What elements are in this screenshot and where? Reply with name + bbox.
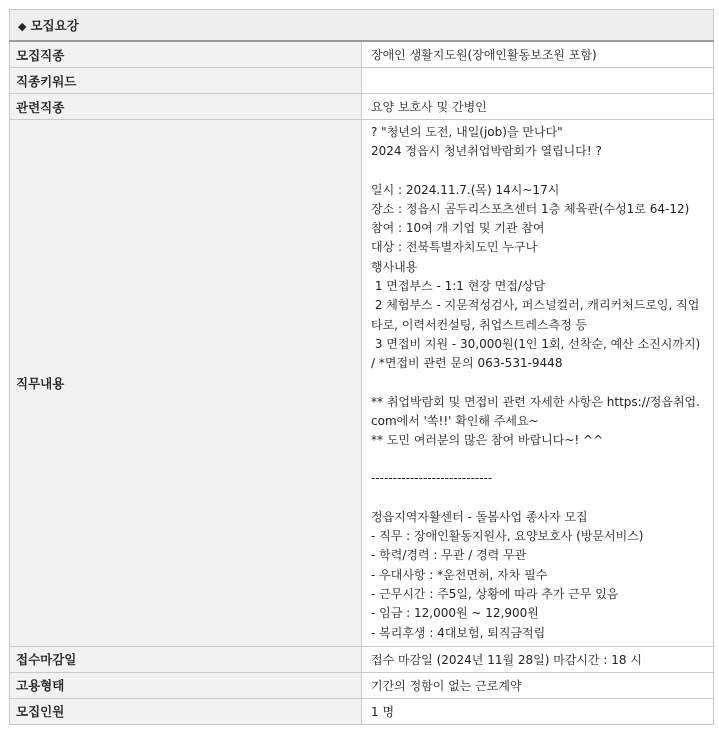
diamond-bullet-icon: ◆ xyxy=(18,20,27,33)
duty-line: 3 면접비 지원 - 30,000원(1인 1회, 선착순, 예산 소진시까지) / *면접비 관련 문의 063-531-9448 xyxy=(371,336,705,371)
duty-line: 대상 : 전북특별자치도민 누구나 xyxy=(371,240,538,255)
duty-line xyxy=(371,162,703,181)
duty-line: ---------------------------- xyxy=(371,471,493,486)
duty-line: 장소 : 정읍시 곰두리스포츠센터 1층 체육관(수성1로 64-12) xyxy=(371,201,690,216)
duty-line: ** 취업박람회 및 면접비 관련 자세한 사항은 https://정읍취업.com에서 '쏙!!' 확인해 주세요~ xyxy=(371,394,700,428)
duty-line: - 직무 : 장애인활동지원사, 요양보호사 (방문서비스) xyxy=(371,529,644,544)
row-deadline xyxy=(10,646,714,672)
duty-line: - 복리후생 : 4대보험, 퇴직금적립 xyxy=(371,625,546,640)
row-employment xyxy=(10,672,714,698)
duty-line: 2024 정읍시 청년취업박람회가 열립니다! ? xyxy=(371,144,602,159)
duty-line: - 학력/경력 : 무관 / 경력 무관 xyxy=(371,548,527,563)
recruitment-table xyxy=(9,9,714,725)
duty-description xyxy=(362,120,714,647)
label-deadline: 접수마감일 xyxy=(10,646,362,672)
duty-line: ** 도민 여러분의 많은 참여 바랍니다~! ^^ xyxy=(371,433,604,448)
section-header xyxy=(10,10,714,42)
section-title: 모집요강 xyxy=(30,18,79,33)
value-job-type: 장애인 생활지도원(장애인활동보조원 포함) xyxy=(362,41,714,68)
row-duty xyxy=(10,120,714,647)
duty-line: 행사내용 xyxy=(371,259,418,274)
label-job-type: 모집직종 xyxy=(10,41,362,68)
row-job-type xyxy=(10,41,714,68)
duty-line xyxy=(371,489,703,508)
duty-line: - 우대사항 : *운전면허, 자차 필수 xyxy=(371,567,548,582)
duty-line: 1 면접부스 - 1:1 현장 면접/상담 xyxy=(371,279,546,294)
value-employment: 기간의 정함이 없는 근로계약 xyxy=(362,672,714,698)
row-related xyxy=(10,94,714,120)
duty-line: ? "청년의 도전, 내일(job)을 만나다" xyxy=(371,125,563,139)
value-deadline: 접수 마감일 (2024년 11월 28일) 마감시간 : 18 시 xyxy=(362,646,714,672)
value-related: 요양 보호사 및 간병인 xyxy=(362,94,714,120)
duty-line xyxy=(371,450,703,469)
recruitment-summary xyxy=(9,9,714,725)
duty-line: 참여 : 10여 개 기업 및 기관 참여 xyxy=(371,221,545,236)
value-keyword xyxy=(362,68,714,94)
duty-line: - 근무시간 : 주5일, 상황에 따라 추가 근무 있음 xyxy=(371,586,619,601)
label-keyword: 직종키워드 xyxy=(10,68,362,94)
duty-line: 정읍지역자활센터 - 돌봄사업 종사자 모집 xyxy=(371,509,588,524)
value-headcount: 1 명 xyxy=(362,698,714,724)
label-employment: 고용형태 xyxy=(10,672,362,698)
duty-line xyxy=(371,374,703,393)
row-keyword xyxy=(10,68,714,94)
label-headcount: 모집인원 xyxy=(10,698,362,724)
label-related: 관련직종 xyxy=(10,94,362,120)
duty-line: - 임금 : 12,000원 ~ 12,900원 xyxy=(371,606,539,621)
duty-line: 2 체험부스 - 지문적성검사, 퍼스널컬러, 캐리커처드로잉, 직업타로, 이력서컨설팅, 취업스트레스측정 등 xyxy=(371,298,700,332)
duty-line: 일시 : 2024.11.7.(목) 14시~17시 xyxy=(371,182,560,197)
label-duty: 직무내용 xyxy=(10,120,362,647)
row-headcount xyxy=(10,698,714,724)
